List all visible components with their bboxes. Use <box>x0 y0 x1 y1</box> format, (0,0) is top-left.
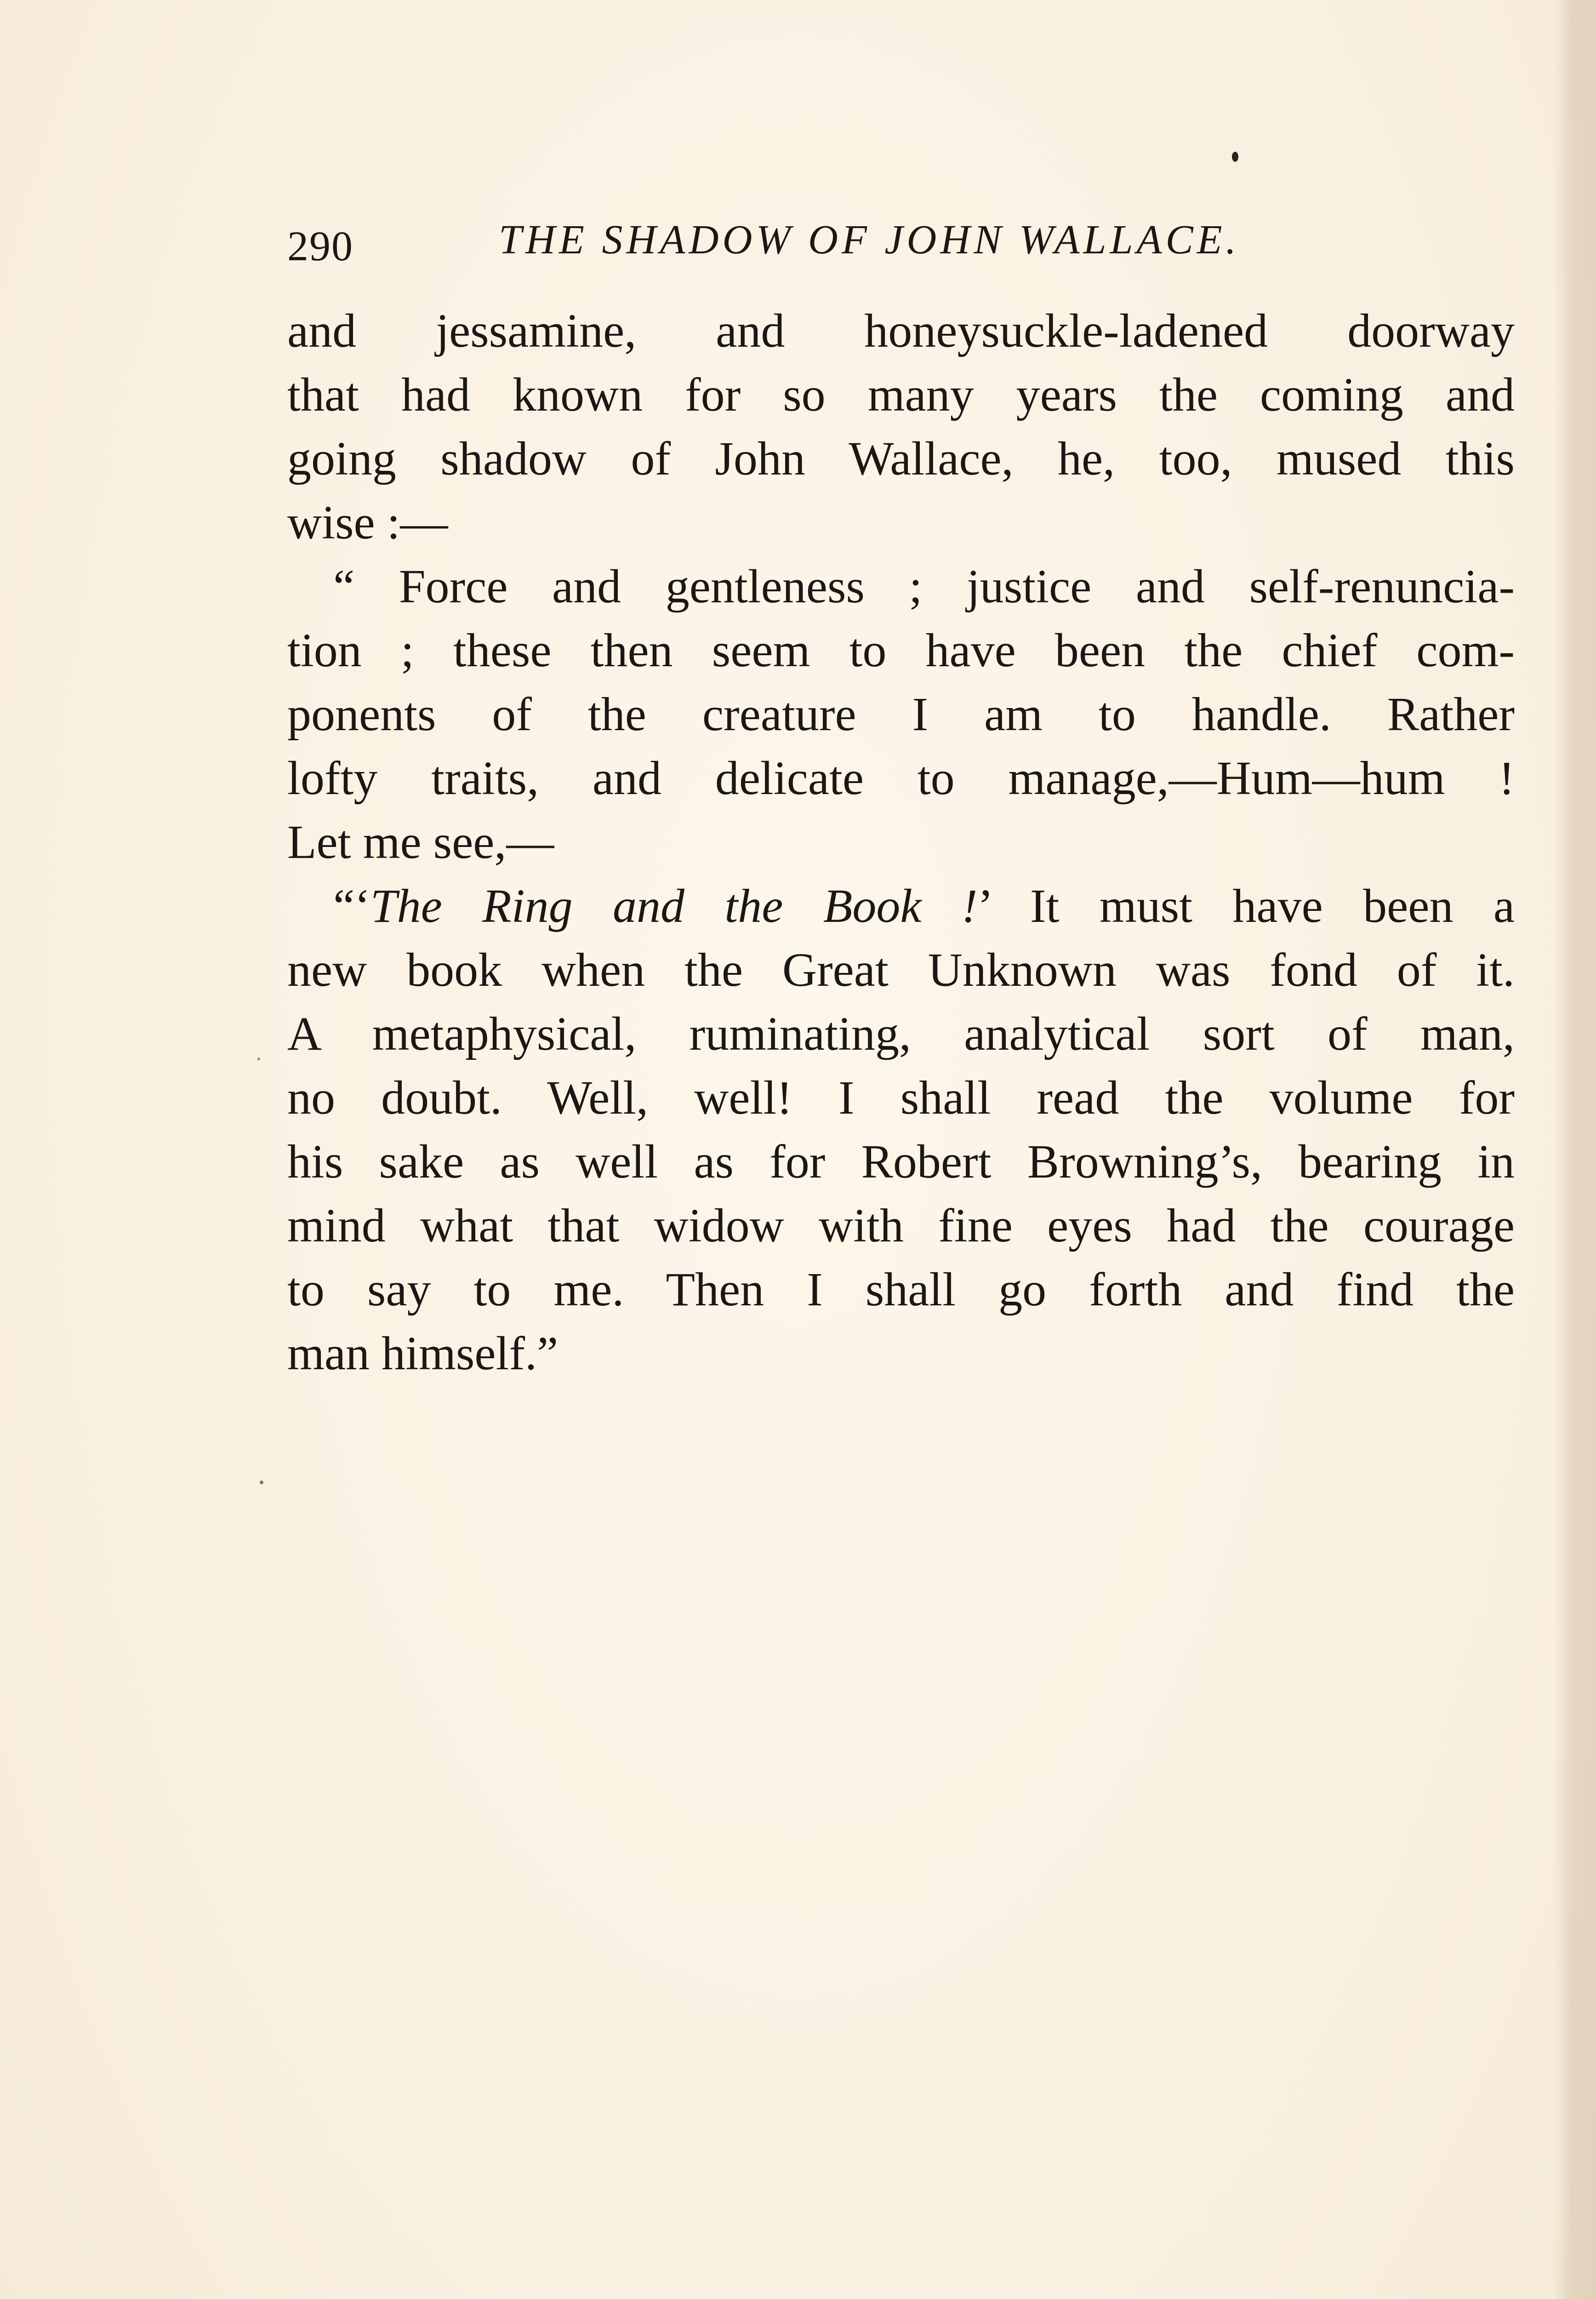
line-rest: ’ It must have been a <box>977 880 1515 932</box>
page-header <box>287 216 1519 276</box>
text-line: lofty traits, and delicate to manage,—Hum—hum ! <box>287 752 1515 805</box>
ink-speck <box>257 1058 260 1060</box>
text-line: his sake as well as for Robert Browning’s, bearing in <box>287 1135 1515 1188</box>
text-line <box>287 874 1515 938</box>
text-line: “ Force and gentleness ; justice and self-renuncia- <box>333 560 1515 613</box>
ink-speck <box>1232 152 1238 162</box>
text-line: that had known for so many years the coming and <box>287 368 1515 421</box>
quote-open: “‘ <box>333 880 370 932</box>
text-line: A metaphysical, ruminating, analytical sort of man, <box>287 1007 1515 1060</box>
text-line: mind what that widow with fine eyes had the courage <box>287 1199 1515 1252</box>
ink-speck <box>260 1481 263 1484</box>
text-line: and jessamine, and honeysuckle-ladened doorway <box>287 304 1515 357</box>
text-line: going shadow of John Wallace, he, too, mused this <box>287 432 1515 485</box>
book-title: The Ring and the Book ! <box>370 880 978 932</box>
text-line: ponents of the creature I am to handle. Rather <box>287 688 1515 741</box>
text-line: man himself.” <box>287 1327 559 1380</box>
text-line: no doubt. Well, well! I shall read the volume for <box>287 1071 1515 1124</box>
running-head: THE SHADOW OF JOHN WALLACE. <box>499 217 1240 263</box>
body-text <box>287 299 1515 1385</box>
text-line: to say to me. Then I shall go forth and find the <box>287 1263 1515 1316</box>
text-line: new book when the Great Unknown was fond of it. <box>287 944 1515 996</box>
text-line: wise :— <box>287 496 448 549</box>
text-line: Let me see,— <box>287 816 554 869</box>
page-number: 290 <box>287 223 353 269</box>
text-line: tion ; these then seem to have been the chief com- <box>287 624 1515 677</box>
